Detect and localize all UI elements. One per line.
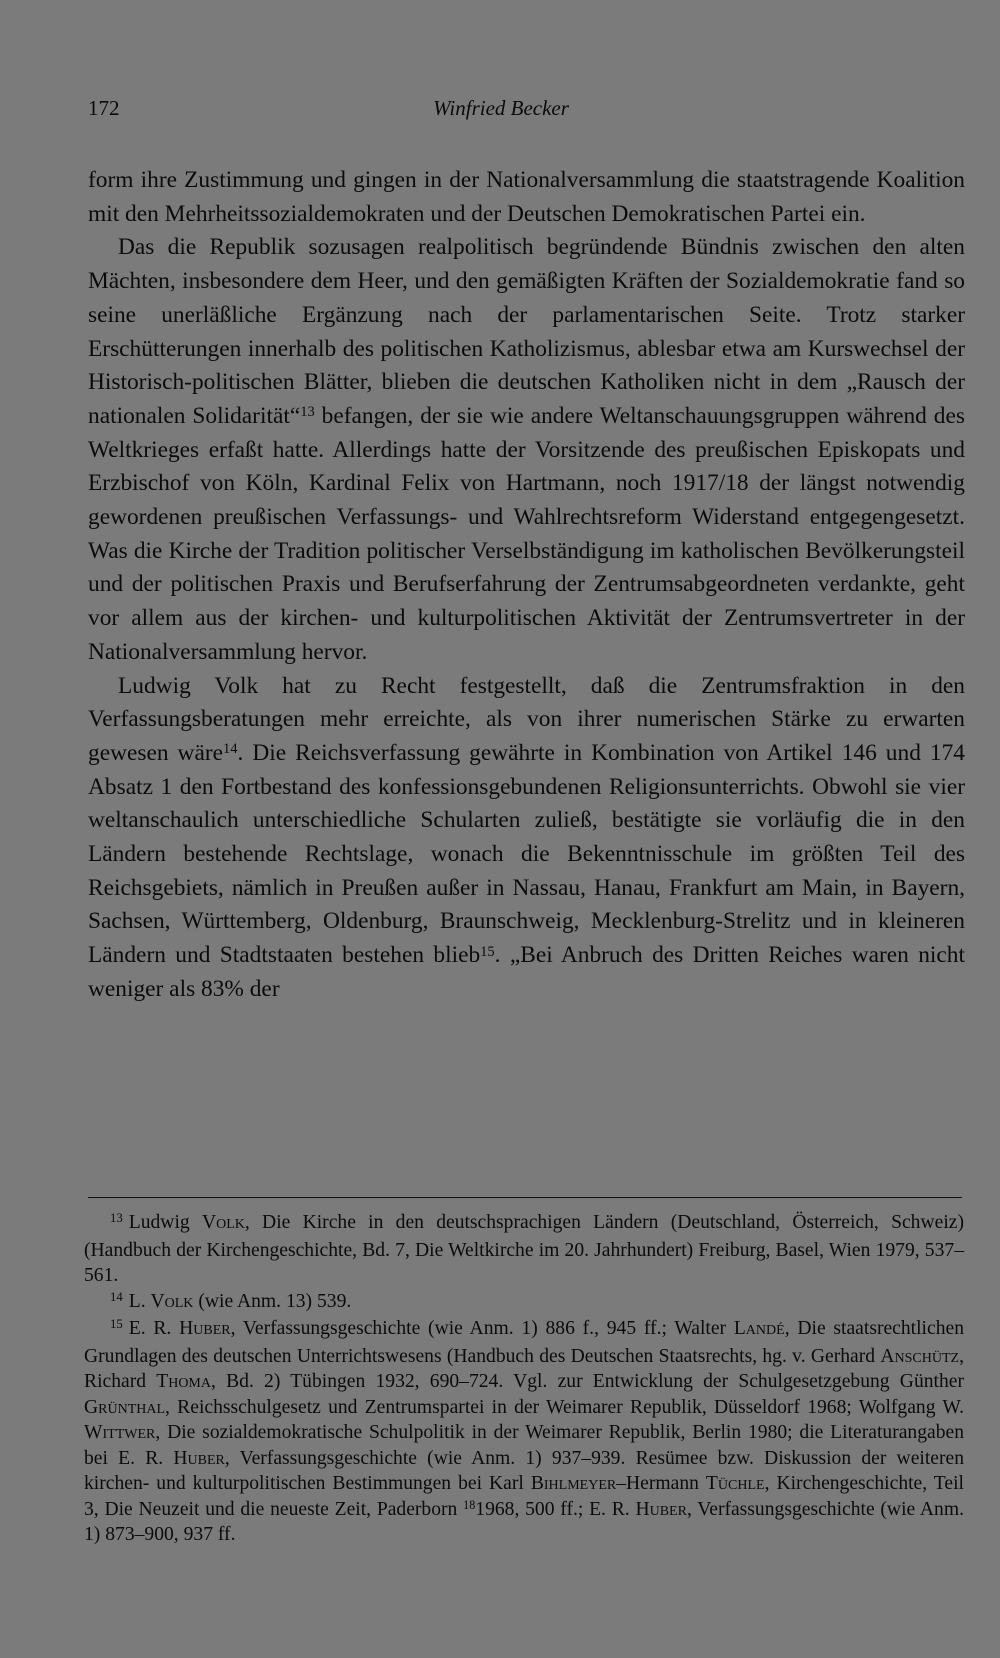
paragraph-3-text-b: . Die Reichsverfassung gewährte in Kombination von Artikel 146 und 174 Absatz 1 den Fortbestand des konfessionsgebundenen Religionsunterrichts. Obwohl sie vier weltanschaulich unterschiedliche Schularten zuließ, bestätigte sie vorläufig die in den Ländern bestehende Rechtslage, wonach die Bekenntnisschule im größten Teil des Reichsgebiets, nämlich in Preußen außer in Nassau, Hanau, Frankfurt am Main, in Bayern, Sachsen, Württemberg, Oldenburg, Braunschweig, Mecklenburg-Strelitz und in kleineren Ländern und Stadtstaaten bestehen blieb [88,739,965,969]
footnote-text: , Verfassungsgeschichte (wie Anm. 1) 937–939. Resümee bzw. Diskussion der weiteren kirchen- und kulturpolitischen Bestimmungen bei Karl [84,1447,964,1494]
paragraph-3-text-c: . „Bei Anbruch des Dritten Reiches waren nicht weniger als 83% der [88,942,965,1002]
main-text [88,164,965,1007]
footnote-ref-13: 13 [300,404,315,421]
author-name: Volk [150,1290,194,1312]
footnote-text: , Verfassungsgeschichte (wie Anm. 1) 873–900, 937 ff. [84,1498,964,1545]
author-name: Grünthal [84,1396,166,1418]
edition-superscript: 18 [463,1498,476,1513]
footnote-text: (wie Anm. 13) 539. [193,1290,352,1312]
author-name: Landé [733,1318,785,1339]
footnote-text: , Verfassungsgeschichte (wie Anm. 1) 886 f., 945 ff.; Walter [230,1318,734,1339]
footnote-text: E. R. [128,1318,180,1339]
footnote-number: 14 [110,1289,123,1304]
footnote-text: 1968, 500 ff.; E. R. [475,1498,636,1520]
footnote-text: , Kirchengeschichte, Teil 3, Die Neuzeit und die neueste Zeit, Paderborn [84,1473,964,1520]
author-name: Huber [179,1318,231,1339]
footnote-ref-15: 15 [480,943,495,960]
footnote-number: 15 [110,1317,123,1332]
footnote-15 [84,1316,964,1548]
footnote-text: , Richard [84,1345,964,1392]
page-number: 172 [88,96,120,120]
paragraph-2-text-b: befangen, der sie wie andere Weltanschauungsgruppen während des Weltkrieges erfaßt hatte. Allerdings hatte der Vorsitzende des preußischen Episkopats und Erzbischof von Köln, Kardinal Felix von Hartmann, noch 1917/18 der längst notwendig gewordenen preußischen Verfassungs- und Wahlrechtsreform Widerstand entgegengesetzt. Was die Kirche der Tradition politischer Verselbständigung im katholischen Bevölkerungsteil und der politischen Praxis und Berufserfahrung der Zentrumsabgeordneten verdankte, geht vor allem aus der kirchen- und kulturpolitischen Aktivität der Zentrumsvertreter in der Nationalversammlung hervor. [88,402,965,665]
footnote-13 [84,1210,964,1289]
page-header [88,96,914,128]
paragraph-1: form ihre Zustimmung und gingen in der Nationalversammlung die staatstragende Koalition mit den Mehrheitssozialdemokraten und der Deutschen Demokratischen Partei ein. [88,167,965,227]
running-head-author: Winfried Becker [433,96,569,120]
footnote-ref-14: 14 [223,741,238,758]
author-name: Huber [173,1447,225,1469]
footnote-text: , Reichsschulgesetz und Zentrumspartei in der Weimarer Republik, Düsseldorf 1968; Wolfgang W. [165,1396,964,1418]
footnote-separator [88,1197,962,1198]
footnotes [84,1210,964,1548]
footnote-text: , Die staatsrechtlichen Grundlagen des deutschen Unterrichtswesens (Handbuch des Deutschen Staatsrechts, hg. v. Gerhard [84,1318,964,1367]
footnote-number: 13 [110,1211,123,1226]
footnote-text: , Bd. 2) Tübingen 1932, 690–724. Vgl. zur Entwicklung der Schulgesetzgebung Günther [210,1371,964,1392]
author-name: Anschütz [880,1345,960,1367]
paragraph-3-text-a: Ludwig Volk hat zu Recht festgestellt, daß die Zentrumsfraktion in den Verfassungsberatungen mehr erreichte, als von ihrer numerischen Stärke zu erwarten gewesen wäre [88,672,965,766]
author-name: Huber [635,1498,687,1520]
footnote-14 [84,1289,964,1317]
author-name: Volk [201,1212,245,1233]
paragraph-2-text-a: Das die Republik sozusagen realpolitisch begründende Bündnis zwischen den alten Mächten, insbesondere dem Heer, und den gemäßigten Kräften der Sozialdemokratie fand so seine unerläßliche Ergänzung nach der parlamentarischen Seite. Trotz starker Erschütterungen innerhalb des politischen Katholizismus, ablesbar etwa am Kurswechsel der Historisch-politischen Blätter, blieben die deutschen Katholiken nicht in dem „Rausch der nationalen Solidarität“ [88,234,965,429]
footnote-text: , Die Kirche in den deutschsprachigen Ländern (Deutschland, Österreich, Schweiz) (Handbuch der Kirchengeschichte, Bd. 7, Die Weltkirche im 20. Jahrhundert) Freiburg, Basel, Wien 1979, 537–561. [84,1212,964,1286]
footnote-text: L. [128,1290,151,1312]
author-name: Thoma [156,1371,211,1392]
paragraph-3 [88,670,965,1007]
footnote-text: , Die sozialdemokratische Schulpolitik in der Weimarer Republik, Berlin 1980; die Literaturangaben bei E. R. [84,1422,964,1469]
author-name: Tüchle [705,1473,765,1494]
footnote-text: Ludwig [128,1212,202,1233]
footnote-text: –Hermann [616,1473,706,1494]
author-name: Bihlmeyer [530,1473,617,1494]
author-name: Wittwer [84,1422,156,1443]
paragraph-2 [88,231,965,669]
